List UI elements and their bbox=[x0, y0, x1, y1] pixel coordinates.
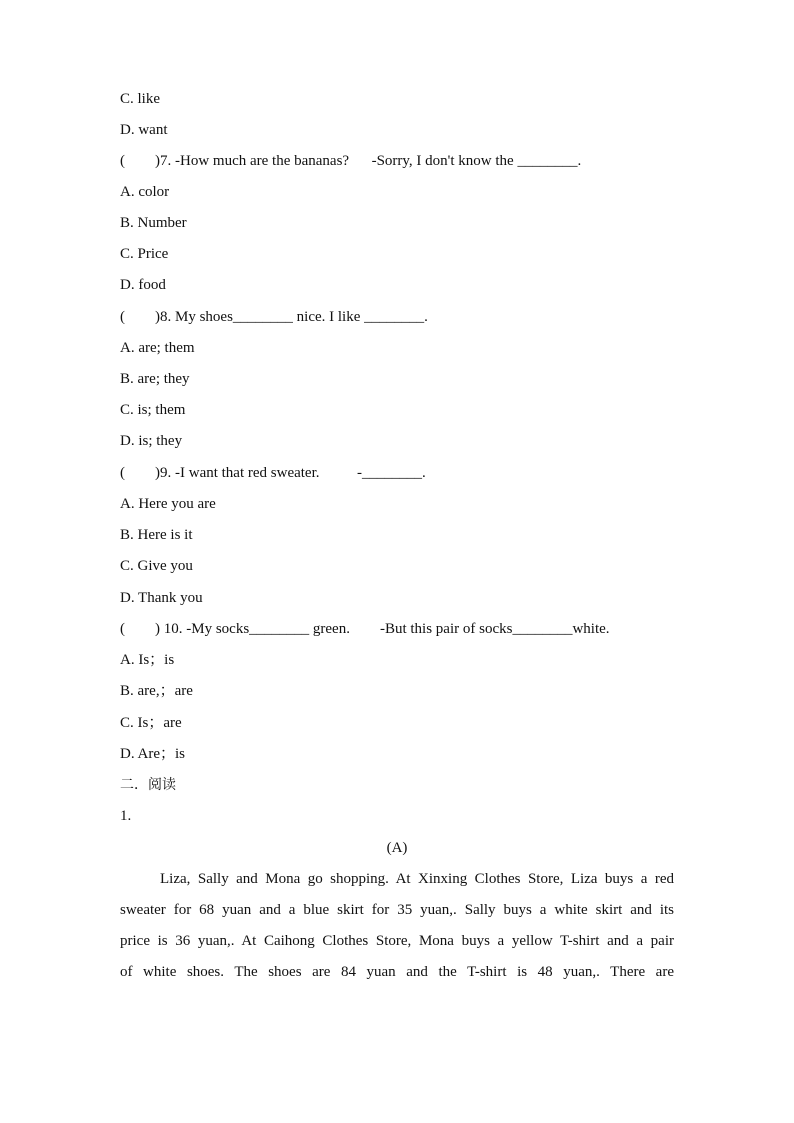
q10-option-b: B. are,；are bbox=[120, 683, 193, 699]
q10-option-a: A. Is；is bbox=[120, 652, 175, 668]
q9-option-b: B. Here is it bbox=[120, 527, 193, 543]
q9-option-a: A. Here you are bbox=[120, 496, 216, 512]
passage-label: (A) bbox=[386, 840, 408, 856]
passage-line-1: Liza, Sally and Mona go shopping. At Xinxing Clothes Store, Liza buys a red bbox=[160, 871, 674, 887]
q8-option-d: D. is; they bbox=[120, 433, 183, 449]
question-7: ( )7. -How much are the bananas? -Sorry, I don't know the ________. bbox=[120, 153, 582, 169]
option-d-want: D. want bbox=[120, 122, 168, 138]
option-c-like: C. like bbox=[120, 91, 160, 107]
q8-option-a: A. are; them bbox=[120, 340, 195, 356]
q7-option-a: A. color bbox=[120, 184, 170, 200]
q10-option-d: D. Are；is bbox=[120, 746, 185, 762]
passage-line-3: price is 36 yuan,. At Caihong Clothes Store, Mona buys a yellow T-shirt and a pair bbox=[120, 933, 674, 949]
q9-option-d: D. Thank you bbox=[120, 590, 203, 606]
q10-option-c: C. Is；are bbox=[120, 715, 182, 731]
question-10: ( ) 10. -My socks________ green. -But this pair of socks________white. bbox=[120, 621, 610, 637]
passage-line-4: of white shoes. The shoes are 84 yuan and the T-shirt is 48 yuan,. There are bbox=[120, 964, 674, 980]
question-9: ( )9. -I want that red sweater. -________. bbox=[120, 465, 426, 481]
passage-line-2: sweater for 68 yuan and a blue skirt for 35 yuan,. Sally buys a white skirt and its bbox=[120, 902, 674, 918]
question-8: ( )8. My shoes________ nice. I like ________. bbox=[120, 309, 428, 325]
section-heading-reading: 二．阅读 bbox=[120, 777, 176, 793]
item-number: 1. bbox=[120, 808, 132, 824]
q7-option-b: B. Number bbox=[120, 215, 187, 231]
q9-option-c: C. Give you bbox=[120, 558, 193, 574]
q8-option-c: C. is; them bbox=[120, 402, 186, 418]
q8-option-b: B. are; they bbox=[120, 371, 190, 387]
q7-option-c: C. Price bbox=[120, 246, 169, 262]
q7-option-d: D. food bbox=[120, 277, 166, 293]
